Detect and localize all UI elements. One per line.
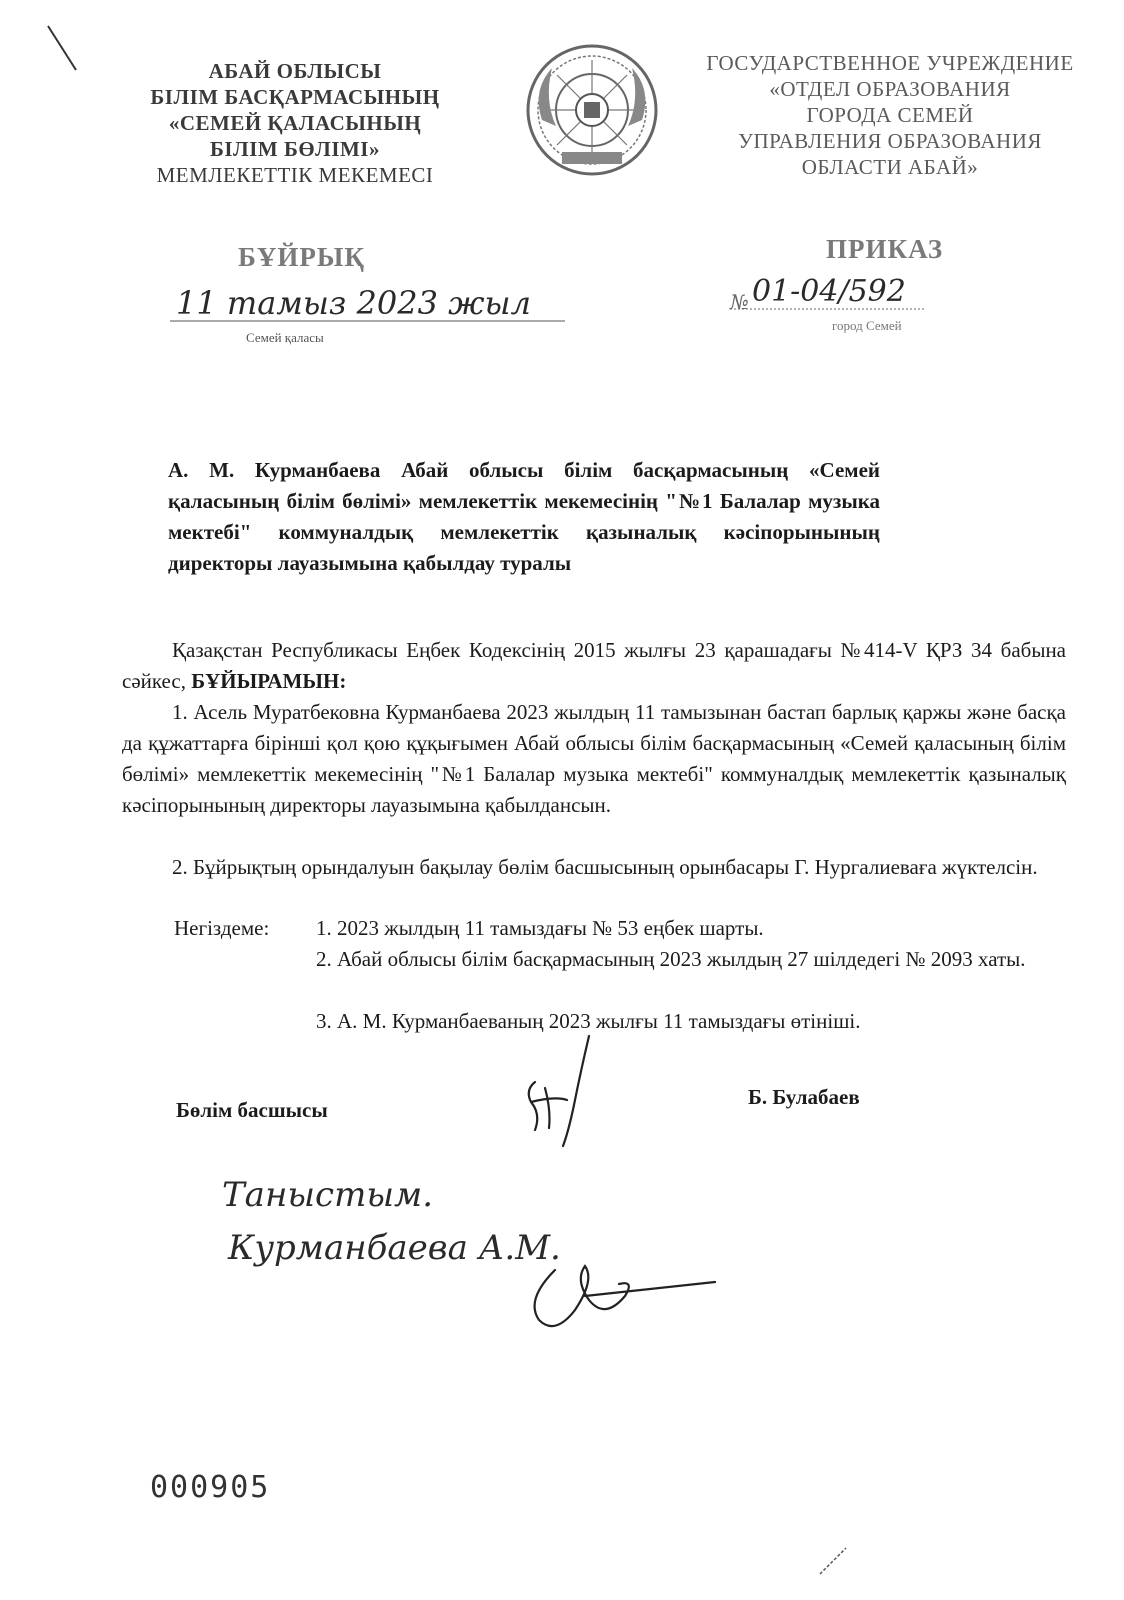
signatory-name: Б. Булабаев xyxy=(748,1085,860,1109)
employee-signature xyxy=(515,1240,725,1340)
header-right-line1: ГОСУДАРСТВЕННОЕ УЧРЕЖДЕНИЕ xyxy=(706,51,1074,75)
ack-line-2: Курманбаева А.М. xyxy=(228,1228,561,1268)
header-right-line5: ОБЛАСТИ АБАЙ» xyxy=(801,155,979,179)
header-left-line3: «СЕМЕЙ ҚАЛАСЫНЫҢ xyxy=(168,111,422,135)
header-left-line4: БІЛІМ БӨЛІМІ» xyxy=(210,137,380,161)
head-signature xyxy=(505,1030,615,1150)
date-handwritten: 11 тамыз 2023 жыл xyxy=(176,284,531,322)
number-handwritten: 01-04/592 xyxy=(752,274,906,309)
basis-item-2: 2. Абай облысы білім басқармасының 2023 жылдың 27 шілдедегі № 2093 хаты. xyxy=(316,947,1026,971)
basis-item-1: 1. 2023 жылдың 11 тамыздағы № 53 еңбек шарты. xyxy=(316,916,764,940)
ack-line-1: Таныстым. xyxy=(222,1175,434,1215)
date-underline xyxy=(170,318,570,324)
serial-number: 000905 xyxy=(150,1470,271,1505)
document-title: А. М. Курманбаева Абай облысы білім басқармасының «Семей қаласының білім бөлімі» мемлекеттік мекемесінің "№1 Балалар музыка мектебі" коммуналдық мемлекеттік қазыналық кәсіпорынының директоры лауазымына қабылдау туралы xyxy=(168,458,880,575)
header-right-line4: УПРАВЛЕНИЯ ОБРАЗОВАНИЯ xyxy=(738,129,1042,153)
city-kz: Семей қаласы xyxy=(246,330,324,345)
header-left-line1: АБАЙ ОБЛЫСЫ xyxy=(208,59,382,83)
preamble-text: Қазақстан Республикасы Еңбек Кодексінің 2015 жылғы 23 қарашадағы №414-V ҚРЗ 34 бабына сәйкес, xyxy=(122,638,1066,693)
number-prefix: № xyxy=(730,290,749,314)
basis-item-3: 3. А. М. Курманбаеваның 2023 жылғы 11 тамыздағы өтініші. xyxy=(316,1009,861,1033)
number-underline xyxy=(730,306,930,312)
corner-mark-bottom xyxy=(816,1540,856,1580)
order-item-2: 2. Бұйрықтың орындалуын бақылау бөлім басшысының орынбасары Г. Нургалиеваға жүктелсін. xyxy=(172,855,1038,879)
header-left xyxy=(130,58,460,188)
doc-type-ru: ПРИКАЗ xyxy=(826,234,944,264)
preamble xyxy=(122,635,1066,697)
header-left-line5: МЕМЛЕКЕТТІК МЕКЕМЕСІ xyxy=(156,163,434,187)
header-right-line3: ГОРОДА СЕМЕЙ xyxy=(806,103,974,127)
header-right-line2: «ОТДЕЛ ОБРАЗОВАНИЯ xyxy=(769,77,1011,101)
signatory-title: Бөлім басшысы xyxy=(176,1098,328,1122)
header-right xyxy=(690,50,1090,180)
city-ru: город Семей xyxy=(832,318,902,333)
basis-label: Негіздеме: xyxy=(174,916,270,940)
order-word: БҰЙЫРАМЫН: xyxy=(191,669,347,693)
corner-mark xyxy=(40,20,90,80)
doc-type-kz: БҰЙРЫҚ xyxy=(238,242,365,272)
order-item-1: 1. Асель Муратбековна Курманбаева 2023 жылдың 11 тамызынан бастап барлық қаржы және басқа да құжаттарға бірінші қол қою құқығымен Абай облысы білім басқармасының «Семей қаласының білім бөлімі» мемлекеттік мекемесінің "№1 Балалар музыка мектебі" коммуналдық мемлекеттік қазыналық кәсіпорынының директоры лауазымына қабылдансын. xyxy=(122,700,1066,817)
header-left-line2: БІЛІМ БАСҚАРМАСЫНЫҢ xyxy=(150,85,440,109)
state-emblem-icon xyxy=(522,40,662,180)
